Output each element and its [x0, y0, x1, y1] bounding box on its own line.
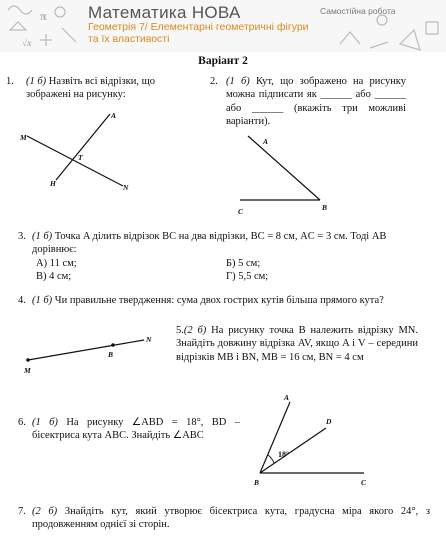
option-d: Г) 5,5 см;: [226, 271, 269, 282]
option-b: Б) 5 см;: [226, 258, 261, 269]
svg-text:π: π: [40, 9, 47, 23]
question-4-number: 4.: [18, 295, 26, 306]
label-m: M: [20, 133, 27, 142]
question-5-number: 5.: [176, 325, 184, 336]
question-3: [18, 230, 414, 257]
question-3-points: (1 б): [32, 231, 53, 242]
header-title: Математика НОВА: [88, 3, 241, 22]
geometry-doodles-icon: [330, 14, 444, 52]
question-7-number: 7.: [18, 506, 26, 517]
question-2: [210, 75, 406, 128]
question-7: [18, 505, 430, 532]
segment-ha: [56, 114, 110, 180]
question-2-number: 2.: [210, 76, 218, 87]
label-m: M: [24, 366, 31, 375]
label-b: B: [322, 203, 328, 212]
figure-segments: [18, 110, 138, 195]
question-5-text: На рисунку точка B належить відрізку MN. Знайдіть довжину відрізка AV, якщо A і V – середини відрізків MB і BN, MB = 16 см, BN = 4 см: [176, 325, 419, 363]
question-6: [18, 416, 240, 443]
label-t: T: [78, 153, 83, 162]
segment-mn: [28, 340, 144, 360]
figure-segment-mn: [20, 328, 170, 378]
header-banner: [0, 0, 446, 52]
angle-label: 18°: [278, 450, 290, 459]
figure-bisector: [246, 388, 376, 492]
question-3-text: Точка A ділить відрізок BC на два відрізки, BC = 8 см, AC = 3 см. Тоді AB дорівнює:: [32, 231, 387, 256]
question-4: [18, 294, 428, 307]
question-1-number: 1.: [6, 76, 14, 87]
header-right-label: Самостійна робота: [320, 6, 396, 16]
header-subtitle-line2: та їх властивості: [88, 32, 170, 45]
option-c: В) 4 см;: [36, 271, 72, 282]
label-b: B: [254, 478, 260, 487]
question-1-text: Назвіть всі відрізки, що зображені на рисунку:: [26, 76, 155, 101]
math-doodles-icon: [0, 0, 86, 52]
option-a: А) 11 см;: [36, 258, 77, 269]
question-7-text: Знайдіть кут, який утворює бісектриса кута, градусна міра якого 24°, з продовженням однієї зі сторін.: [32, 506, 431, 531]
question-1-points: (1 б): [26, 76, 47, 87]
label-a: A: [111, 111, 117, 120]
label-c: C: [361, 478, 367, 487]
label-n: N: [123, 183, 129, 192]
question-7-points: (2 б): [32, 506, 58, 517]
label-n: N: [146, 335, 152, 344]
label-d: D: [326, 417, 332, 426]
question-6-text: На рисунку ∠ABD = 18°, BD – бісектриса кута ABC. Знайдіть ∠ABC: [32, 417, 241, 442]
question-6-points: (1 б): [32, 417, 58, 428]
figure-angle: [228, 130, 338, 220]
question-4-points: (1 б): [32, 295, 53, 306]
question-5: [176, 324, 418, 364]
question-6-number: 6.: [18, 417, 26, 428]
variant-title: Варіант 2: [198, 55, 248, 67]
header-subtitle-line1: Геометрія 7/ Елементарні геометричні фігури: [88, 21, 309, 33]
question-2-points: (1 б): [226, 76, 250, 87]
question-4-text: Чи правильне твердження: сума двох гострих кутів більша прямого кута?: [54, 295, 384, 306]
question-5-points: (2 б): [183, 325, 207, 336]
ray-ba: [248, 136, 320, 200]
label-a: A: [284, 393, 290, 402]
label-a: A: [263, 137, 269, 146]
label-b: B: [108, 350, 114, 359]
label-c: C: [238, 207, 244, 216]
label-h: H: [50, 179, 56, 188]
question-2-text: Кут, що зображено на рисунку можна підписати як ______ або ______ або ______ (вкажіть три можливі варіанти).: [226, 76, 407, 127]
svg-text:√x: √x: [22, 38, 32, 48]
header-subtitle: [88, 22, 318, 45]
question-1: [6, 75, 166, 102]
segment-mn: [27, 136, 123, 186]
question-3-number: 3.: [18, 231, 26, 242]
